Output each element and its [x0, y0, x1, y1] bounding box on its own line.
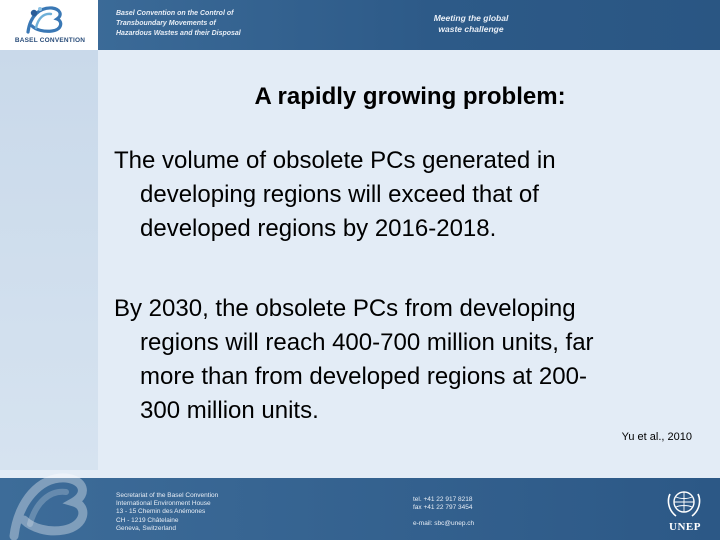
basel-b-watermark-icon: [0, 462, 100, 540]
contact-spacer: [413, 512, 474, 520]
convention-title-line: Transboundary Movements of: [116, 20, 216, 27]
address-line: Geneva, Switzerland: [116, 524, 176, 532]
paragraph-line: more than from developed regions at 200-: [140, 363, 587, 390]
basel-b-logo-icon: [22, 4, 66, 36]
slide-title: A rapidly growing problem:: [254, 83, 566, 110]
contact-line: fax +41 22 797 3454: [413, 504, 473, 512]
address-line: International Environment House: [116, 500, 211, 508]
unep-label: UNEP: [669, 521, 701, 533]
basel-convention-logo: [0, 0, 98, 50]
convention-title-line: Hazardous Wastes and their Disposal: [116, 30, 241, 37]
address-line: 13 - 15 Chemin des Anémones: [116, 508, 206, 516]
paragraph-line: developed regions by 2016-2018.: [140, 215, 497, 242]
paragraph-line: The volume of obsolete PCs generated in: [114, 147, 556, 174]
paragraph-1: [114, 144, 694, 246]
header-band: [0, 0, 720, 50]
paragraph-2: [114, 292, 694, 428]
paragraph-line: By 2030, the obsolete PCs from developing: [114, 295, 576, 322]
address-line: Secretariat of the Basel Convention: [116, 492, 219, 499]
header-tagline: [426, 13, 516, 35]
contact-line: e-mail: sbc@unep.ch: [413, 520, 475, 528]
contact-info: [413, 496, 474, 529]
unep-emblem-icon: [664, 486, 704, 520]
footer-band: [0, 478, 720, 540]
paragraph-line: 300 million units.: [140, 397, 319, 424]
logo-caption: BASEL CONVENTION: [14, 37, 86, 44]
address-line: CH - 1219 Châtelaine: [116, 516, 179, 524]
secretariat-address: [116, 492, 218, 533]
left-decorative-strip: [0, 50, 98, 470]
paragraph-line: developing regions will exceed that of: [140, 181, 539, 208]
convention-title-line: Basel Convention on the Control of: [116, 10, 234, 17]
paragraph-line: regions will reach 400-700 million units, far: [140, 329, 594, 356]
tagline-line: waste challenge: [438, 24, 504, 34]
tagline-line: Meeting the global: [433, 13, 509, 23]
convention-title: [116, 9, 286, 39]
citation: Yu et al., 2010: [621, 431, 692, 443]
contact-line: tel. +41 22 917 8218: [413, 496, 473, 503]
